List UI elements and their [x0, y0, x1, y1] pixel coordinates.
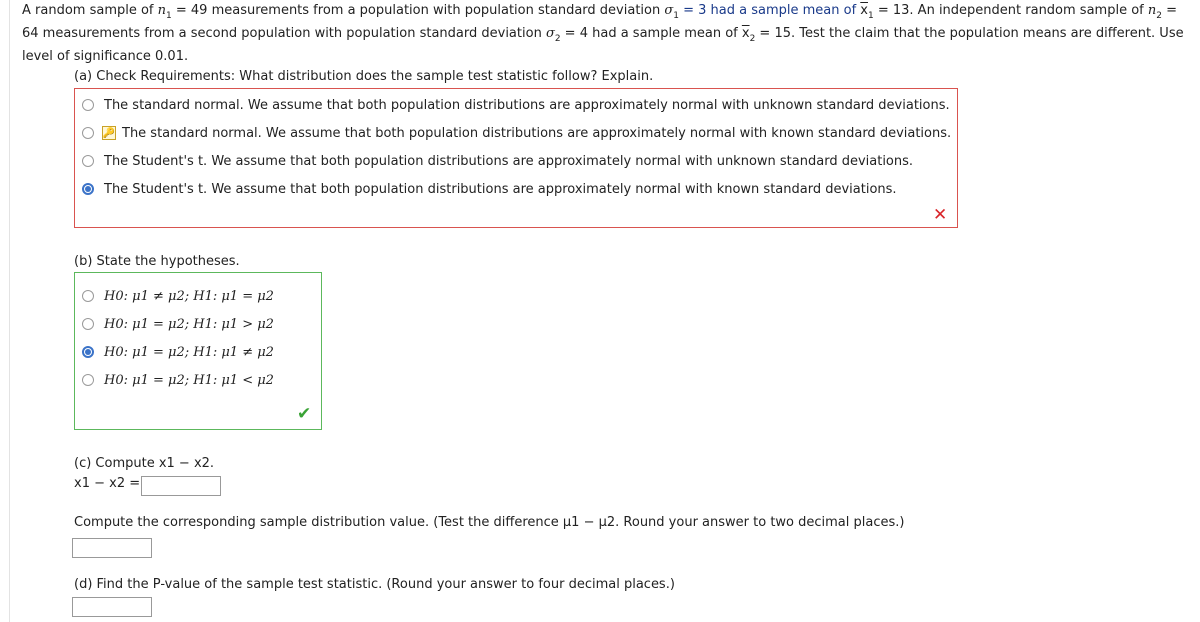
- part-a-option-4[interactable]: [82, 178, 897, 200]
- part-b-question: (b) State the hypotheses.: [74, 254, 240, 269]
- radio-button[interactable]: [82, 290, 94, 302]
- part-a-question: (a) Check Requirements: What distribution does the sample test statistic follow? Explain.: [74, 69, 654, 84]
- hypothesis-label: H0: μ1 = μ2; H1: μ1 ≠ μ2: [104, 344, 274, 360]
- x-diff-input[interactable]: [141, 476, 221, 496]
- left-border-line: [9, 0, 10, 622]
- option-label: The Student's t. We assume that both population distributions are approximately normal with known standard deviations.: [104, 181, 897, 197]
- option-label: The standard normal. We assume that both population distributions are approximately normal with known standard deviations.: [122, 125, 952, 141]
- hypothesis-label: H0: μ1 = μ2; H1: μ1 > μ2: [104, 316, 274, 332]
- option-label: The standard normal. We assume that both population distributions are approximately normal with unknown standard deviations.: [104, 97, 950, 113]
- radio-button[interactable]: [82, 374, 94, 386]
- check-icon: ✔: [297, 404, 312, 424]
- x-mark-icon: ✕: [933, 205, 948, 225]
- hypothesis-label: H0: μ1 = μ2; H1: μ1 < μ2: [104, 372, 274, 388]
- radio-button-selected[interactable]: [82, 346, 94, 358]
- radio-button[interactable]: [82, 99, 94, 111]
- part-a-option-2[interactable]: [82, 122, 951, 144]
- part-b-option-3[interactable]: [82, 341, 274, 363]
- part-b-option-2[interactable]: [82, 313, 274, 335]
- option-label: The Student's t. We assume that both population distributions are approximately normal with unknown standard deviations.: [104, 153, 914, 169]
- key-icon[interactable]: 🔑: [102, 127, 116, 139]
- part-d-question: (d) Find the P-value of the sample test statistic. (Round your answer to four decimal places.): [74, 577, 675, 592]
- compute-label: Compute the corresponding sample distribution value. (Test the difference μ1 − μ2. Round your answer to two decimal places.): [74, 515, 905, 530]
- problem-statement: A random sample of $n_1 = 49$ measurements from a population with population standard deviation $\sigma_1 = 3$ had a sample mean of $x_1 = 13$. An independent random sample of $n_2 = 64$ measurements from a second population with population standard deviation $\sigma_2 = 4$ had a sample mean of $x_2 = 15$. Test the claim that the population means are different. Use level of significance 0.01.: [22, 3, 1184, 64]
- part-b-option-1[interactable]: [82, 285, 274, 307]
- part-b-option-4[interactable]: [82, 369, 274, 391]
- hypothesis-label: H0: μ1 ≠ μ2; H1: μ1 = μ2: [104, 288, 274, 304]
- x-diff-label: x1 − x2 =: [74, 476, 141, 491]
- part-a-option-1[interactable]: [82, 94, 950, 116]
- radio-button[interactable]: [82, 155, 94, 167]
- part-a-option-3[interactable]: [82, 150, 913, 172]
- p-value-input[interactable]: [72, 597, 152, 617]
- part-c-question: (c) Compute x1 − x2.: [74, 456, 215, 471]
- test-statistic-input[interactable]: [72, 538, 152, 558]
- radio-button[interactable]: [82, 127, 94, 139]
- radio-button-selected[interactable]: [82, 183, 94, 195]
- radio-button[interactable]: [82, 318, 94, 330]
